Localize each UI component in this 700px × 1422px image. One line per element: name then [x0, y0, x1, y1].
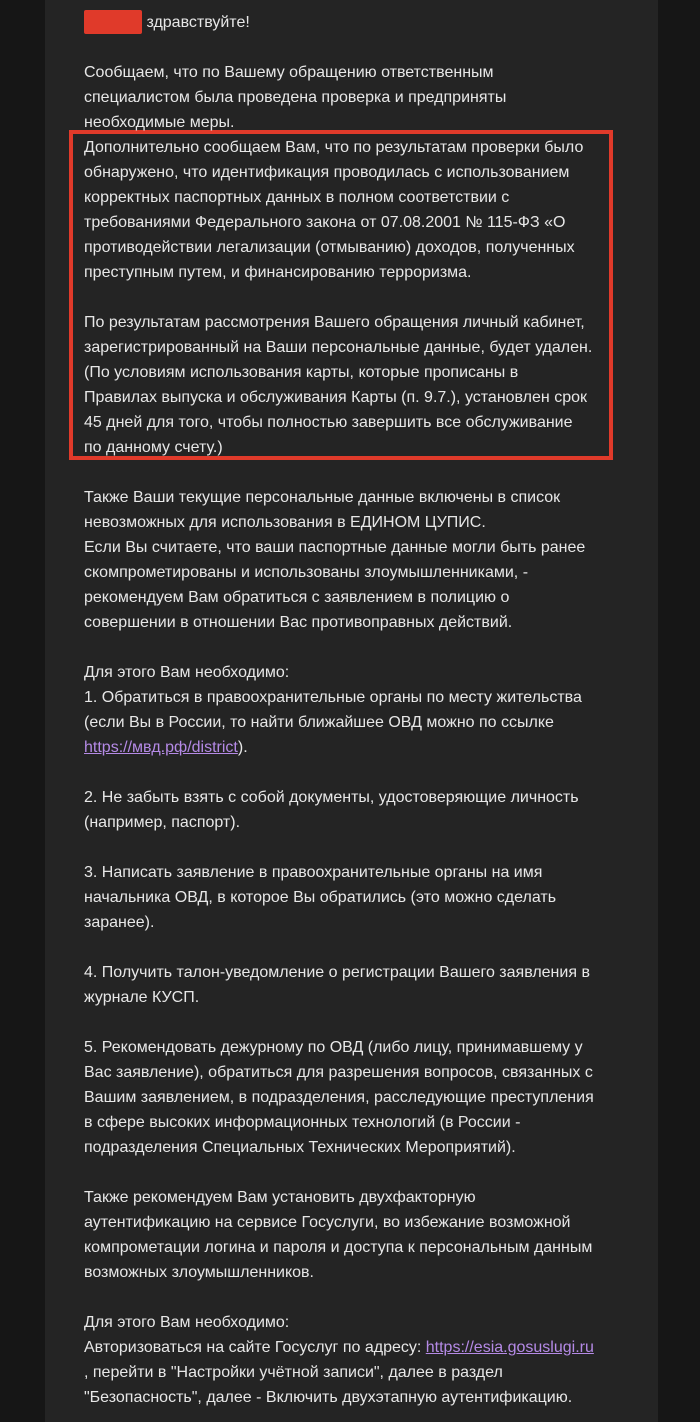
greeting-line — [84, 10, 250, 35]
step-5-line: Вас заявление), обратиться для разрешения вопросов, связанных с — [84, 1064, 593, 1081]
text-line: Если Вы считаете, что ваши паспортные данные могли быть ранее — [84, 539, 586, 556]
step-5-line: Вашим заявлением, в подразделения, расследующие преступления — [84, 1089, 594, 1106]
step-3-line: начальника ОВД, в которое Вы обратились (это можно сделать — [84, 889, 557, 906]
paragraph-2fa — [84, 1185, 644, 1285]
step-1-line: (если Вы в России, то найти ближайшее ОВД можно по ссылке — [84, 714, 554, 731]
text-line: Также рекомендуем Вам установить двухфакторную — [84, 1189, 476, 1206]
text-line: по данному счету.) — [84, 439, 223, 456]
text-line: Правилах выпуска и обслуживания Карты (п. 9.7.), установлен срок — [84, 389, 587, 406]
text-line: преступным путем, и финансированию терроризма. — [84, 264, 472, 281]
text-line: рекомендуем Вам обратиться с заявлением в полицию о — [84, 589, 510, 606]
step-5-line: подразделения Специальных Технических Мероприятий). — [84, 1139, 516, 1156]
text-line: невозможных для использования в ЕДИНОМ ЦУПИС. — [84, 514, 486, 531]
steps-section — [84, 660, 644, 760]
text-line: Дополнительно сообщаем Вам, что по результатам проверки было — [84, 139, 584, 156]
step-2-line: (например, паспорт). — [84, 814, 241, 831]
step-1-line: 1. Обратиться в правоохранительные органы по месту жительства — [84, 689, 582, 706]
text-line: 45 дней для того, чтобы полностью завершить все обслуживание — [84, 414, 573, 431]
mvd-district-link[interactable]: https://мвд.рф/district — [84, 739, 238, 756]
final-intro: Для этого Вам необходимо: — [84, 1314, 290, 1331]
final-instructions — [84, 1310, 644, 1410]
text-line: зарегистрированный на Ваши персональные данные, будет удален. — [84, 339, 593, 356]
greeting-text: здравствуйте! — [146, 14, 250, 31]
auth-line — [84, 1335, 644, 1360]
text-line: Сообщаем, что по Вашему обращению ответственным — [84, 64, 494, 81]
text-line: возможных злоумышленников. — [84, 1264, 314, 1281]
text-line: По результатам рассмотрения Вашего обращения личный кабинет, — [84, 314, 585, 331]
text-line: компрометации логина и пароля и доступа к персональным данным — [84, 1239, 593, 1256]
paragraph-cupis — [84, 485, 644, 635]
step-1-tail: ). — [237, 739, 248, 756]
steps-intro: Для этого Вам необходимо: — [84, 664, 290, 681]
redacted-name — [84, 10, 142, 34]
step-3-line: заранее). — [84, 914, 155, 931]
paragraph-intro — [84, 60, 644, 135]
text-line: противодействии легализации (отмыванию) доходов, полученных — [84, 239, 575, 256]
step-3 — [84, 860, 644, 935]
step-4 — [84, 960, 644, 1010]
text-line: обнаружено, что идентификация проводилась с использованием — [84, 164, 570, 181]
text-line: требованиями Федерального закона от 07.08.2001 № 115-ФЗ «О — [84, 214, 566, 231]
text-line: корректных паспортных данных в полном соответствии с — [84, 189, 510, 206]
step-5-line: в сфере высоких информационных технологий (в России - — [84, 1114, 521, 1131]
paragraph-verification-result — [84, 135, 644, 285]
text-line: специалистом была проведена проверка и предприняты — [84, 89, 507, 106]
step-1-link-line — [84, 735, 644, 760]
text-line: "Безопасность", далее - Включить двухэтапную аутентификацию. — [84, 1389, 573, 1406]
step-4-line: журнале КУСП. — [84, 989, 200, 1006]
step-5-line: 5. Рекомендовать дежурному по ОВД (либо лицу, принимавшему у — [84, 1039, 583, 1056]
text-line: (По условиям использования карты, которые прописаны в — [84, 364, 519, 381]
text-line: скомпрометированы и использованы злоумышленниками, - — [84, 564, 529, 581]
step-4-line: 4. Получить талон-уведомление о регистрации Вашего заявления в — [84, 964, 590, 981]
gosuslugi-link[interactable]: https://esia.gosuslugi.ru — [425, 1339, 594, 1356]
step-3-line: 3. Написать заявление в правоохранительные органы на имя — [84, 864, 543, 881]
text-line: , перейти в "Настройки учётной записи", далее в раздел — [84, 1364, 503, 1381]
text-line: совершении в отношении Вас противоправных действий. — [84, 614, 513, 631]
text-line: Также Ваши текущие персональные данные включены в список — [84, 489, 561, 506]
step-2-line: 2. Не забыть взять с собой документы, удостоверяющие личность — [84, 789, 579, 806]
text-line: необходимые меры. — [84, 114, 235, 131]
step-2 — [84, 785, 644, 835]
text-line: аутентификацию на сервисе Госуслуги, во избежание возможной — [84, 1214, 571, 1231]
auth-prefix: Авторизоваться на сайте Госуслуг по адресу: — [84, 1339, 426, 1356]
step-5 — [84, 1035, 644, 1160]
paragraph-account-deletion — [84, 310, 644, 460]
